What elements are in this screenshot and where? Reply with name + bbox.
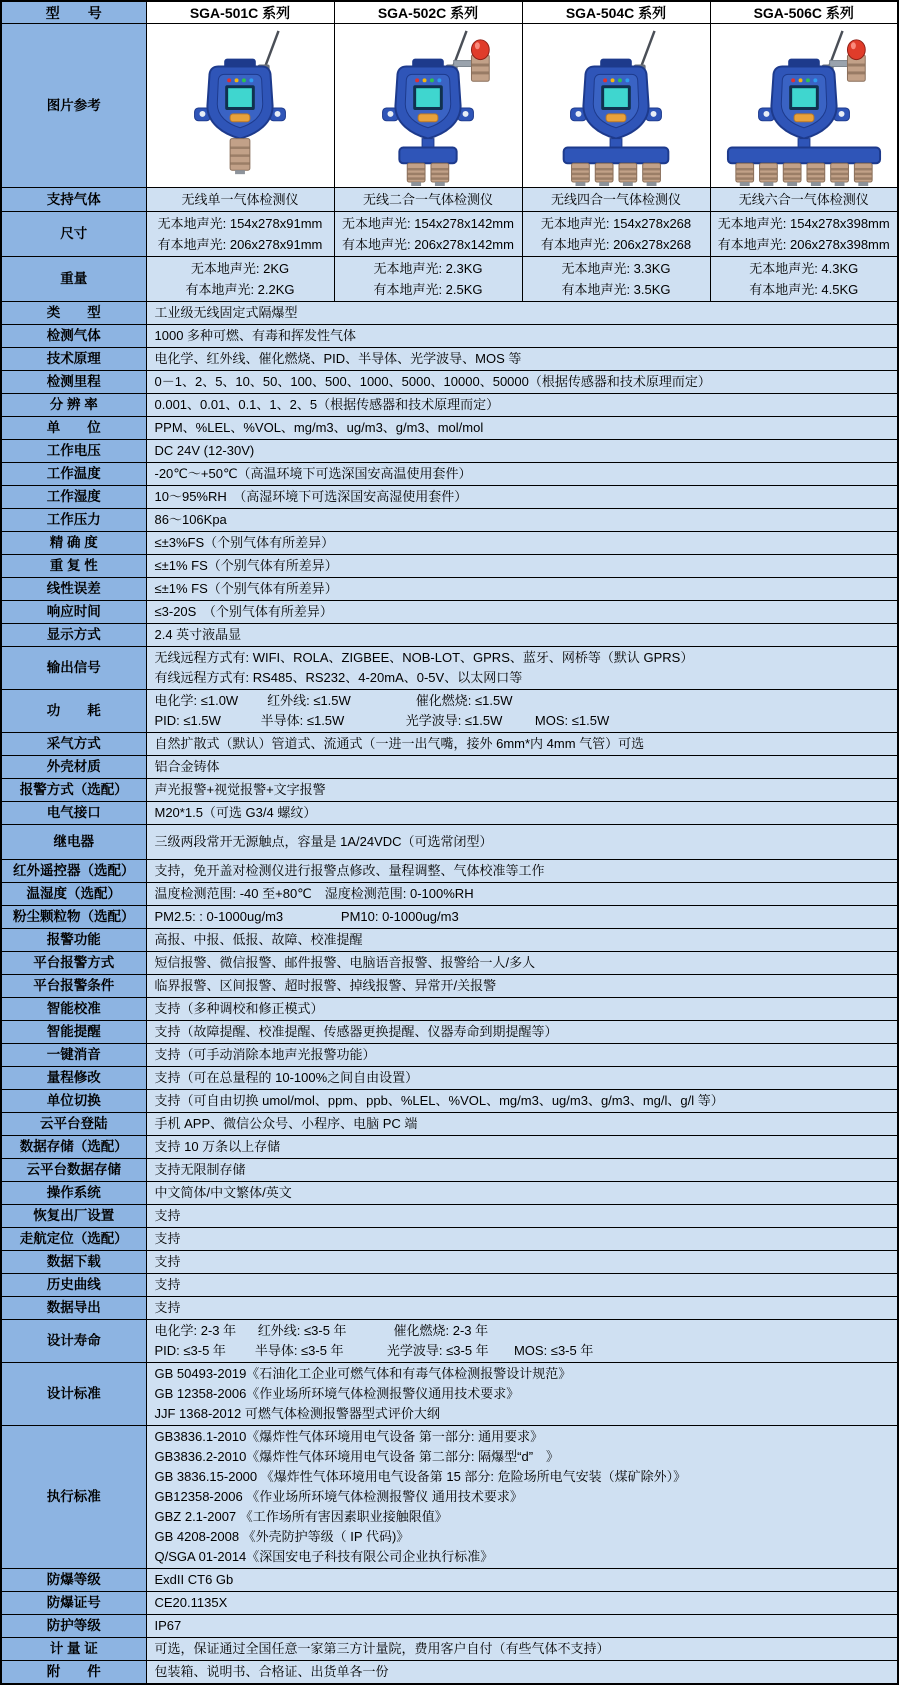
row-label: 防护等级 xyxy=(1,1615,146,1638)
row-label: 平台报警方式 xyxy=(1,952,146,975)
row-label: 历史曲线 xyxy=(1,1274,146,1297)
spec-row xyxy=(1,975,898,998)
spec-line: 高报、中报、低报、故障、校准提醒 xyxy=(154,932,363,947)
spec-value xyxy=(146,1159,898,1182)
spec-value xyxy=(146,1067,898,1090)
spec-value xyxy=(146,601,898,624)
spec-line: 无线六合一气体检测仪 xyxy=(738,192,869,207)
spec-line: 支持 10 万条以上存储 xyxy=(154,1139,281,1154)
spec-row xyxy=(1,1363,898,1426)
spec-value xyxy=(146,1182,898,1205)
row-label: 恢复出厂设置 xyxy=(1,1205,146,1228)
spec-line: 无线远程方式有: WIFI、ROLA、ZIGBEE、NOB-LOT、GPRS、蓝牙、网桥等（默认 GPRS） xyxy=(154,650,694,665)
row-label: 数据导出 xyxy=(1,1297,146,1320)
spec-line: 支持（故障提醒、校准提醒、传感器更换提醒、仪器寿命到期提醒等） xyxy=(154,1024,558,1039)
spec-line: GBZ 2.1-2007 《工作场所有害因素职业接触限值》 xyxy=(154,1509,448,1524)
row-label: 类 型 xyxy=(1,302,146,325)
row-label: 检测里程 xyxy=(1,371,146,394)
spec-row xyxy=(1,802,898,825)
spec-line: 有本地声光: 2.2KG xyxy=(185,282,295,297)
spec-value xyxy=(146,325,898,348)
spec-row xyxy=(1,952,898,975)
model-value-cell xyxy=(146,212,334,257)
spec-value xyxy=(146,1661,898,1685)
spec-value xyxy=(146,1320,898,1363)
spec-value xyxy=(146,417,898,440)
spec-row xyxy=(1,578,898,601)
spec-line: 有本地声光: 4.5KG xyxy=(749,282,859,297)
spec-line: GB 50493-2019《石油化工企业可燃气体和有毒气体检测报警设计规范》 xyxy=(154,1366,572,1381)
model-header-row xyxy=(1,1,898,24)
model-value-cell xyxy=(334,212,522,257)
spec-line: 0.001、0.01、0.1、1、2、5（根据传感器和技术原理而定） xyxy=(154,397,500,412)
spec-row xyxy=(1,1426,898,1569)
spec-value xyxy=(146,952,898,975)
spec-line: 支持（可自由切换 umol/mol、ppm、ppb、%LEL、%VOL、mg/m3、ug/m3、g/m3、mg/l、g/l 等） xyxy=(154,1093,724,1108)
spec-row xyxy=(1,325,898,348)
spec-line: PM2.5: : 0-1000ug/m3 PM10: 0-1000ug/m3 xyxy=(154,909,459,924)
spec-row xyxy=(1,779,898,802)
row-label: 智能校准 xyxy=(1,998,146,1021)
spec-line: GB3836.1-2010《爆炸性气体环境用电气设备 第一部分: 通用要求》 xyxy=(154,1429,544,1444)
spec-line: 支持（可手动消除本地声光报警功能） xyxy=(154,1047,376,1062)
spec-line: 有本地声光: 2.5KG xyxy=(373,282,483,297)
spec-line: GB 12358-2006《作业场所环境气体检测报警仪通用技术要求》 xyxy=(154,1386,520,1401)
spec-line: 无线四合一气体检测仪 xyxy=(550,192,681,207)
spec-line: 无本地声光: 154x278x398mm xyxy=(717,216,890,231)
spec-value xyxy=(146,802,898,825)
spec-row xyxy=(1,1136,898,1159)
spec-row xyxy=(1,371,898,394)
spec-line: 电化学、红外线、催化燃烧、PID、半导体、光学波导、MOS 等 xyxy=(154,351,522,366)
spec-row xyxy=(1,756,898,779)
row-label: 外壳材质 xyxy=(1,756,146,779)
spec-value xyxy=(146,1021,898,1044)
row-label: 显示方式 xyxy=(1,624,146,647)
spec-line: ExdII CT6 Gb xyxy=(154,1572,234,1587)
spec-value xyxy=(146,302,898,325)
model-header: SGA-501C 系列 xyxy=(146,1,334,24)
row-label: 粉尘颗粒物（选配） xyxy=(1,906,146,929)
spec-line: 温度检测范围: -40 至+80℃ 湿度检测范围: 0-100%RH xyxy=(154,886,474,901)
spec-line: 自然扩散式（默认）管道式、流通式（一进一出气嘴，接外 6mm*内 4mm 气管）可选 xyxy=(154,736,645,751)
model-value-cell xyxy=(710,212,898,257)
spec-value xyxy=(146,1205,898,1228)
spec-line: 支持 xyxy=(154,1231,181,1246)
spec-row xyxy=(1,1113,898,1136)
spec-line: 有本地声光: 206x278x268 xyxy=(540,237,692,252)
spec-value xyxy=(146,486,898,509)
spec-value xyxy=(146,779,898,802)
spec-line: 临界报警、区间报警、超时报警、掉线报警、异常开/关报警 xyxy=(154,978,497,993)
model-header: SGA-502C 系列 xyxy=(334,1,522,24)
row-label: 工作温度 xyxy=(1,463,146,486)
spec-row xyxy=(1,417,898,440)
row-label: 报警方式（选配） xyxy=(1,779,146,802)
spec-row xyxy=(1,463,898,486)
spec-value xyxy=(146,1569,898,1592)
spec-row xyxy=(1,647,898,690)
model-value-cell xyxy=(334,188,522,212)
row-label: 防爆证号 xyxy=(1,1592,146,1615)
row-label: 工作湿度 xyxy=(1,486,146,509)
spec-row xyxy=(1,883,898,906)
spec-line: GB3836.2-2010《爆炸性气体环境用电气设备 第二部分: 隔爆型“d” 》 xyxy=(154,1449,560,1464)
spec-value xyxy=(146,1251,898,1274)
spec-row xyxy=(1,825,898,860)
spec-row xyxy=(1,1090,898,1113)
spec-row xyxy=(1,1067,898,1090)
spec-value xyxy=(146,883,898,906)
row-label: 附 件 xyxy=(1,1661,146,1685)
spec-line: 支持（多种调校和修正模式） xyxy=(154,1001,324,1016)
spec-value xyxy=(146,1638,898,1661)
spec-value xyxy=(146,348,898,371)
spec-line: PPM、%LEL、%VOL、mg/m3、ug/m3、g/m3、mol/mol xyxy=(154,420,484,435)
spec-value xyxy=(146,906,898,929)
product-image xyxy=(146,24,334,188)
column-row xyxy=(1,188,898,212)
spec-value xyxy=(146,1426,898,1569)
row-label: 设计标准 xyxy=(1,1363,146,1426)
gas-detector-illustration xyxy=(147,25,333,187)
spec-line: 电化学: ≤1.0W 红外线: ≤1.5W 催化燃烧: ≤1.5W xyxy=(154,693,513,708)
row-label: 采气方式 xyxy=(1,733,146,756)
spec-line: 支持 xyxy=(154,1277,181,1292)
spec-line: 86～106Kpa xyxy=(154,512,227,527)
row-label: 检测气体 xyxy=(1,325,146,348)
spec-value xyxy=(146,463,898,486)
spec-line: 支持 xyxy=(154,1208,181,1223)
row-label-model: 型 号 xyxy=(1,1,146,24)
spec-line: 无本地声光: 3.3KG xyxy=(561,261,671,276)
gas-detector-illustration xyxy=(335,25,521,187)
row-label: 工作压力 xyxy=(1,509,146,532)
row-label: 响应时间 xyxy=(1,601,146,624)
spec-row xyxy=(1,1638,898,1661)
spec-line: -20℃～+50℃（高温环境下可选深国安高温使用套件） xyxy=(154,466,472,481)
spec-value xyxy=(146,509,898,532)
row-label: 数据下载 xyxy=(1,1251,146,1274)
spec-line: 支持，免开盖对检测仪进行报警点修改、量程调整、气体校准等工作 xyxy=(154,863,545,878)
spec-value xyxy=(146,975,898,998)
row-label: 设计寿命 xyxy=(1,1320,146,1363)
spec-line: 可选，保证通过全国任意一家第三方计量院，费用客户自付（有些气体不支持） xyxy=(154,1641,610,1656)
spec-row xyxy=(1,532,898,555)
row-label: 单 位 xyxy=(1,417,146,440)
product-image xyxy=(334,24,522,188)
spec-line: ≤3-20S （个别气体有所差异） xyxy=(154,604,333,619)
row-label: 电气接口 xyxy=(1,802,146,825)
row-label: 重 复 性 xyxy=(1,555,146,578)
row-label: 智能提醒 xyxy=(1,1021,146,1044)
spec-row xyxy=(1,1251,898,1274)
spec-row xyxy=(1,509,898,532)
spec-value xyxy=(146,929,898,952)
spec-line: ≤±3%FS（个别气体有所差异） xyxy=(154,535,335,550)
spec-line: 2.4 英寸液晶显 xyxy=(154,627,242,642)
spec-value xyxy=(146,394,898,417)
spec-row xyxy=(1,929,898,952)
model-value-cell xyxy=(522,188,710,212)
gas-detector-illustration xyxy=(711,25,897,187)
spec-line: PID: ≤3-5 年 半导体: ≤3-5 年 光学波导: ≤3-5 年 MOS: ≤3-5 年 xyxy=(154,1343,594,1358)
spec-value xyxy=(146,860,898,883)
row-label: 线性误差 xyxy=(1,578,146,601)
column-row xyxy=(1,212,898,257)
row-label: 精 确 度 xyxy=(1,532,146,555)
spec-value xyxy=(146,1592,898,1615)
spec-row xyxy=(1,1274,898,1297)
model-value-cell xyxy=(146,257,334,302)
spec-row xyxy=(1,1021,898,1044)
row-label: 温湿度（选配） xyxy=(1,883,146,906)
model-value-cell xyxy=(522,212,710,257)
spec-line: M20*1.5（可选 G3/4 螺纹） xyxy=(154,805,317,820)
spec-row xyxy=(1,1182,898,1205)
spec-line: 包装箱、说明书、合格证、出货单各一份 xyxy=(154,1664,389,1679)
spec-line: 短信报警、微信报警、邮件报警、电脑语音报警、报警给一人/多人 xyxy=(154,955,536,970)
spec-line: 无线二合一气体检测仪 xyxy=(362,192,493,207)
spec-row xyxy=(1,906,898,929)
spec-line: 中文简体/中文繁体/英文 xyxy=(154,1185,292,1200)
spec-line: 10～95%RH （高湿环境下可选深国安高湿使用套件） xyxy=(154,489,468,504)
spec-line: GB12358-2006 《作业场所环境气体检测报警仪 通用技术要求》 xyxy=(154,1489,523,1504)
spec-line: 有线远程方式有: RS485、RS232、4-20mA、0-5V、以太网口等 xyxy=(154,670,523,685)
spec-line: 无本地声光: 154x278x268 xyxy=(540,216,692,231)
spec-value xyxy=(146,1297,898,1320)
spec-value xyxy=(146,690,898,733)
spec-row xyxy=(1,998,898,1021)
row-label: 分 辨 率 xyxy=(1,394,146,417)
product-image xyxy=(710,24,898,188)
row-label: 技术原理 xyxy=(1,348,146,371)
spec-value xyxy=(146,756,898,779)
spec-row xyxy=(1,1205,898,1228)
image-row xyxy=(1,24,898,188)
column-row xyxy=(1,257,898,302)
spec-line: 支持（可在总量程的 10-100%之间自由设置） xyxy=(154,1070,419,1085)
spec-value xyxy=(146,1615,898,1638)
row-label: 操作系统 xyxy=(1,1182,146,1205)
spec-row xyxy=(1,348,898,371)
spec-line: DC 24V (12-30V) xyxy=(154,443,255,458)
model-header: SGA-504C 系列 xyxy=(522,1,710,24)
row-label: 走航定位（选配） xyxy=(1,1228,146,1251)
row-label: 红外遥控器（选配） xyxy=(1,860,146,883)
spec-row xyxy=(1,1320,898,1363)
spec-line: 工业级无线固定式隔爆型 xyxy=(154,305,298,320)
spec-value xyxy=(146,1090,898,1113)
spec-line: JJF 1368-2012 可燃气体检测报警器型式评价大纲 xyxy=(154,1406,440,1421)
spec-row xyxy=(1,1592,898,1615)
spec-line: 无本地声光: 154x278x91mm xyxy=(157,216,323,231)
model-value-cell xyxy=(334,257,522,302)
spec-line: CE20.1135X xyxy=(154,1595,228,1610)
spec-line: 有本地声光: 206x278x398mm xyxy=(717,237,890,252)
spec-row xyxy=(1,1044,898,1067)
spec-row xyxy=(1,1569,898,1592)
model-header: SGA-506C 系列 xyxy=(710,1,898,24)
spec-line: 声光报警+视觉报警+文字报警 xyxy=(154,782,326,797)
row-label: 单位切换 xyxy=(1,1090,146,1113)
spec-line: ≤±1% FS（个别气体有所差异） xyxy=(154,581,338,596)
spec-value xyxy=(146,624,898,647)
row-label: 平台报警条件 xyxy=(1,975,146,998)
spec-row xyxy=(1,1661,898,1685)
spec-line: 手机 APP、微信公众号、小程序、电脑 PC 端 xyxy=(154,1116,418,1131)
spec-row xyxy=(1,690,898,733)
spec-row xyxy=(1,601,898,624)
spec-row xyxy=(1,624,898,647)
spec-row xyxy=(1,733,898,756)
spec-line: 有本地声光: 3.5KG xyxy=(561,282,671,297)
spec-row xyxy=(1,1228,898,1251)
spec-line: 三级两段常开无源触点，容量是 1A/24VDC（可选常闭型） xyxy=(154,834,493,849)
spec-row xyxy=(1,302,898,325)
spec-line: 无本地声光: 2.3KG xyxy=(373,261,483,276)
spec-value xyxy=(146,555,898,578)
row-label: 计 量 证 xyxy=(1,1638,146,1661)
spec-value xyxy=(146,532,898,555)
row-label: 尺寸 xyxy=(1,212,146,257)
model-value-cell xyxy=(522,257,710,302)
row-label: 量程修改 xyxy=(1,1067,146,1090)
spec-row xyxy=(1,860,898,883)
spec-value xyxy=(146,733,898,756)
spec-value xyxy=(146,440,898,463)
spec-line: 1000 多种可燃、有毒和挥发性气体 xyxy=(154,328,357,343)
row-label: 支持气体 xyxy=(1,188,146,212)
spec-line: 无本地声光: 2KG xyxy=(190,261,290,276)
spec-line: 0－1、2、5、10、50、100、500、1000、5000、10000、50000（根据传感器和技术原理而定） xyxy=(154,374,711,389)
model-value-cell xyxy=(146,188,334,212)
spec-line: PID: ≤1.5W 半导体: ≤1.5W 光学波导: ≤1.5W MOS: ≤1.5W xyxy=(154,713,610,728)
spec-value xyxy=(146,1044,898,1067)
spec-row xyxy=(1,440,898,463)
spec-line: 支持无限制存储 xyxy=(154,1162,246,1177)
spec-value xyxy=(146,1136,898,1159)
spec-line: GB 3836.15-2000 《爆炸性气体环境用电气设备第 15 部分: 危险场所电气安装（煤矿除外）》 xyxy=(154,1469,687,1484)
row-label: 云平台数据存储 xyxy=(1,1159,146,1182)
row-label: 云平台登陆 xyxy=(1,1113,146,1136)
spec-value xyxy=(146,825,898,860)
gas-detector-illustration xyxy=(523,25,709,187)
row-label: 数据存储（选配） xyxy=(1,1136,146,1159)
spec-value xyxy=(146,647,898,690)
spec-line: 有本地声光: 206x278x91mm xyxy=(157,237,323,252)
row-label: 重量 xyxy=(1,257,146,302)
spec-value xyxy=(146,1274,898,1297)
spec-value xyxy=(146,1363,898,1426)
spec-line: Q/SGA 01-2014《深国安电子科技有限公司企业执行标准》 xyxy=(154,1549,494,1564)
spec-line: IP67 xyxy=(154,1618,182,1633)
spec-row xyxy=(1,486,898,509)
spec-line: 支持 xyxy=(154,1300,181,1315)
spec-row xyxy=(1,555,898,578)
row-label: 防爆等级 xyxy=(1,1569,146,1592)
spec-line: GB 4208-2008 《外壳防护等级（ IP 代码)》 xyxy=(154,1529,410,1544)
model-value-cell xyxy=(710,257,898,302)
row-label: 执行标准 xyxy=(1,1426,146,1569)
spec-value xyxy=(146,371,898,394)
spec-value xyxy=(146,578,898,601)
spec-value xyxy=(146,1113,898,1136)
row-label: 功 耗 xyxy=(1,690,146,733)
spec-line: 无本地声光: 4.3KG xyxy=(749,261,859,276)
spec-line: 支持 xyxy=(154,1254,181,1269)
spec-line: 有本地声光: 206x278x142mm xyxy=(342,237,514,252)
spec-row xyxy=(1,1297,898,1320)
row-label: 一键消音 xyxy=(1,1044,146,1067)
spec-row xyxy=(1,394,898,417)
spec-row xyxy=(1,1615,898,1638)
row-label: 继电器 xyxy=(1,825,146,860)
row-label-image: 图片参考 xyxy=(1,24,146,188)
spec-line: ≤±1% FS（个别气体有所差异） xyxy=(154,558,338,573)
model-value-cell xyxy=(710,188,898,212)
row-label: 报警功能 xyxy=(1,929,146,952)
spec-line: 铝合金铸体 xyxy=(154,759,220,774)
spec-value xyxy=(146,998,898,1021)
spec-line: 电化学: 2-3 年 红外线: ≤3-5 年 催化燃烧: 2-3 年 xyxy=(154,1323,489,1338)
spec-line: 无本地声光: 154x278x142mm xyxy=(342,216,514,231)
product-image xyxy=(522,24,710,188)
row-label: 工作电压 xyxy=(1,440,146,463)
spec-row xyxy=(1,1159,898,1182)
row-label: 输出信号 xyxy=(1,647,146,690)
spec-value xyxy=(146,1228,898,1251)
spec-line: 无线单一气体检测仪 xyxy=(181,192,299,207)
